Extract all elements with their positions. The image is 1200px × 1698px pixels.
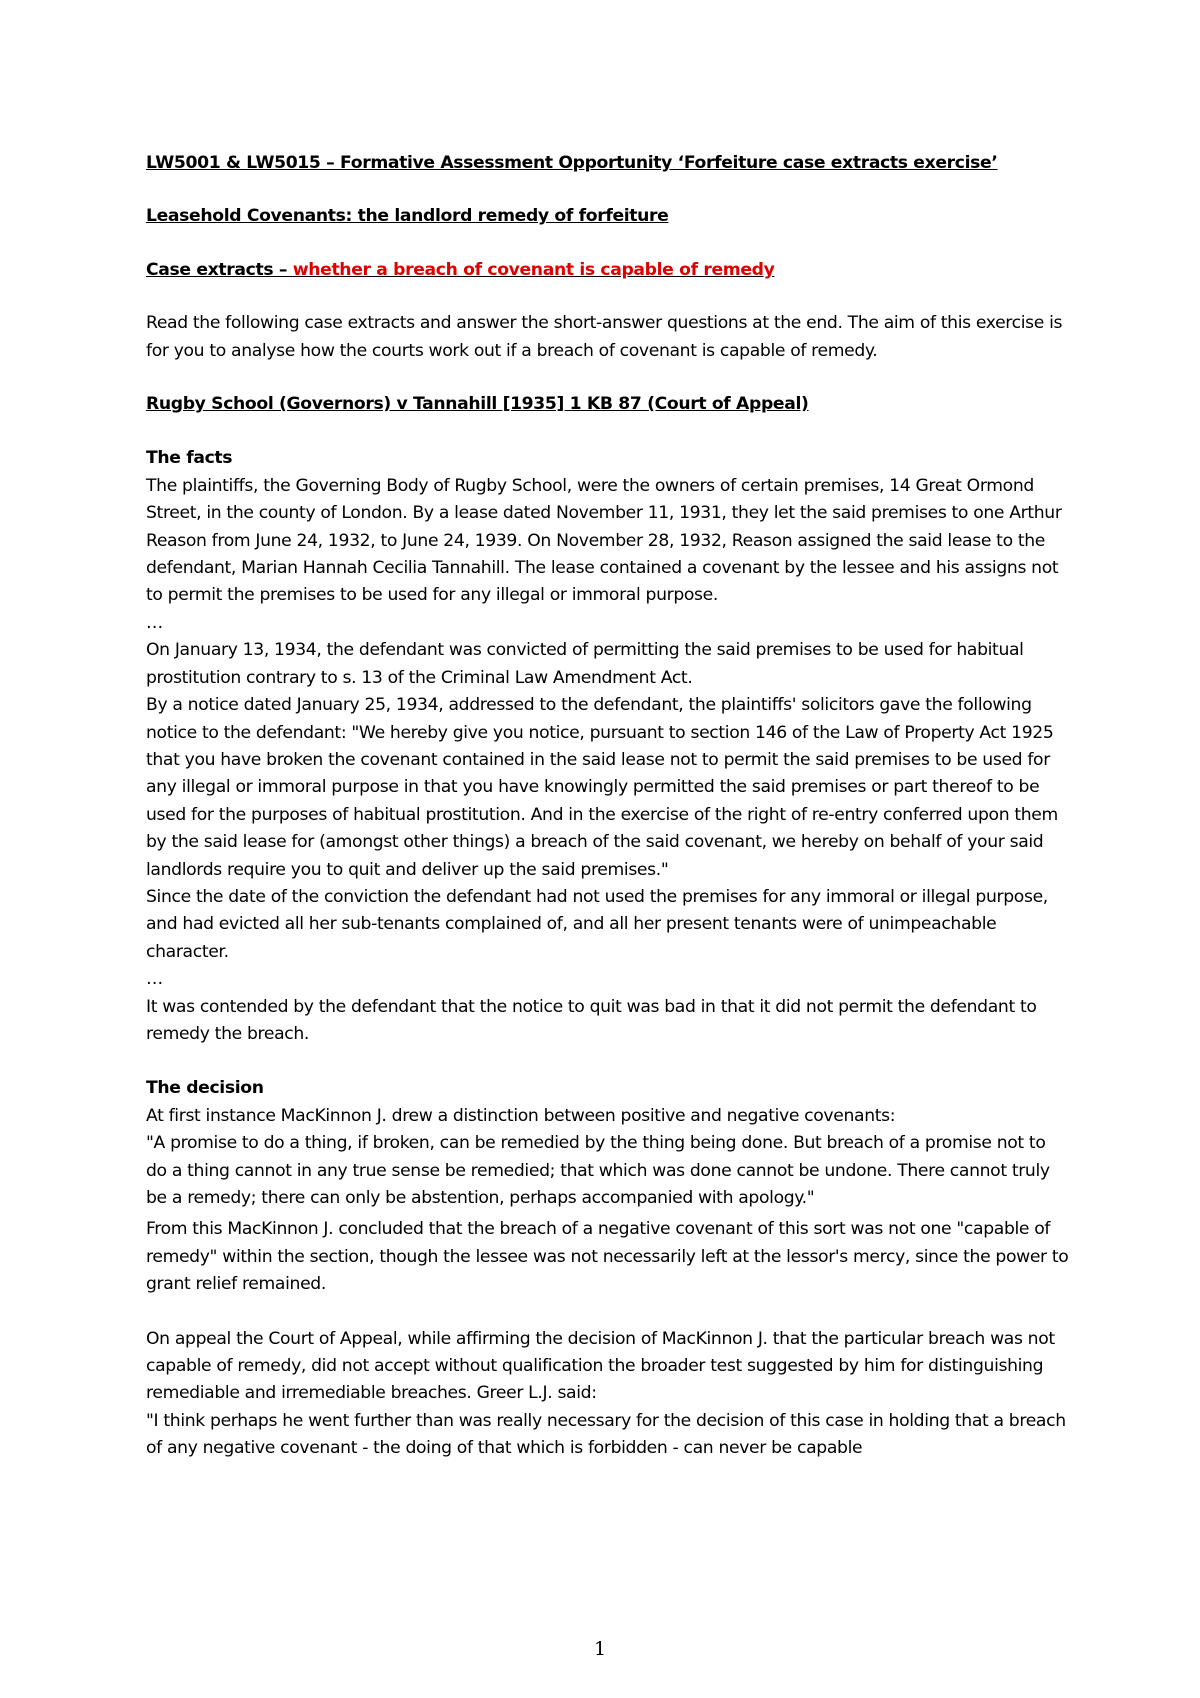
decision-quote-greer: "I think perhaps he went further than was really necessary for the decision of this case in holding that a breach of any negative covenant - the doing of that which is forbidden - can never be capable bbox=[146, 1410, 1066, 1459]
facts-paragraph-3: By a notice dated January 25, 1934, addressed to the defendant, the plaintiffs' solicitors gave the following notice to the defendant: "We hereby give you notice, pursuant to section 146 of the Law of Property Act 1925 that you have broken the covenant contained in the said lease not to permit the said premises to be used for any illegal or immoral purpose in that you have knowingly permitted the said premises or part thereof to be used for the purposes of habitual prostitution. And in the exercise of the right of re-entry conferred upon them by the said lease for (amongst other things) a breach of the said covenant, we hereby on behalf of your said landlords require you to quit and deliver up the said premises." bbox=[146, 695, 1058, 880]
facts-paragraph-5: It was contended by the defendant that the notice to quit was bad in that it did not permit the defendant to remedy the breach. bbox=[146, 996, 1037, 1044]
case-extracts-prefix: Case extracts – bbox=[146, 259, 293, 280]
facts-ellipsis-2: … bbox=[146, 969, 163, 990]
page-number: 1 bbox=[593, 1638, 607, 1660]
facts-paragraph-1: The plaintiffs, the Governing Body of Rugby School, were the owners of certain premises, 14 Great Ormond Street, in the county of London. By a lease dated November 11, 1931, they let the said premises to one Arthur Reason from June 24, 1932, to June 24, 1939. On November 28, 1932, Reason assigned the said lease to the defendant, Marian Hannah Cecilia Tannahill. The lease contained a covenant by the lessee and his assigns not to permit the premises to be used for any illegal or immoral purpose. bbox=[146, 475, 1062, 606]
facts-paragraph-2: On January 13, 1934, the defendant was convicted of permitting the said premises to be used for habitual prostitution contrary to s. 13 of the Criminal Law Amendment Act. bbox=[146, 640, 1024, 688]
facts-ellipsis-1: … bbox=[146, 612, 163, 633]
facts-heading: The facts bbox=[146, 448, 233, 469]
case-extracts-question: whether a breach of covenant is capable of remedy bbox=[292, 259, 775, 280]
case-extracts-heading bbox=[146, 257, 1071, 284]
decision-paragraph-4: On appeal the Court of Appeal, while affirming the decision of MacKinnon J. that the particular breach was not capable of remedy, did not accept without qualification the broader test suggested by him for distinguishing remediable and irremediable breaches. Greer L.J. said: bbox=[146, 1328, 1055, 1404]
case-title: Rugby School (Governors) v Tannahill [1935] 1 KB 87 (Court of Appeal) bbox=[146, 394, 809, 415]
document-title: LW5001 & LW5015 – Formative Assessment Opportunity ‘Forfeiture case extracts exercise’ bbox=[146, 153, 998, 173]
decision-paragraph-3: From this MacKinnon J. concluded that the breach of a negative covenant of this sort was not one "capable of remedy" within the section, though the lessee was not necessarily left at the lessor's mercy, since the power to grant relief remained. bbox=[146, 1219, 1069, 1295]
decision-paragraph-1: At first instance MacKinnon J. drew a distinction between positive and negative covenants: bbox=[146, 1105, 896, 1126]
decision-heading: The decision bbox=[146, 1078, 264, 1099]
document-subtitle: Leasehold Covenants: the landlord remedy of forfeiture bbox=[146, 206, 669, 227]
facts-paragraph-4: Since the date of the conviction the defendant had not used the premises for any immoral or illegal purpose, and had evicted all her sub-tenants complained of, and all her present tenants were of unimpeachable character. bbox=[146, 886, 1048, 962]
decision-quote-mackinnon: "A promise to do a thing, if broken, can be remedied by the thing being done. But breach of a promise not to do a thing cannot in any true sense be remedied; that which was done cannot be undone. There cannot truly be a remedy; there can only be abstention, perhaps accompanied with apology." bbox=[146, 1133, 1050, 1208]
intro-paragraph: Read the following case extracts and answer the short-answer questions at the end. The aim of this exercise is for you to analyse how the courts work out if a breach of covenant is capable of remedy. bbox=[146, 313, 1063, 361]
document-body bbox=[146, 150, 1071, 1463]
